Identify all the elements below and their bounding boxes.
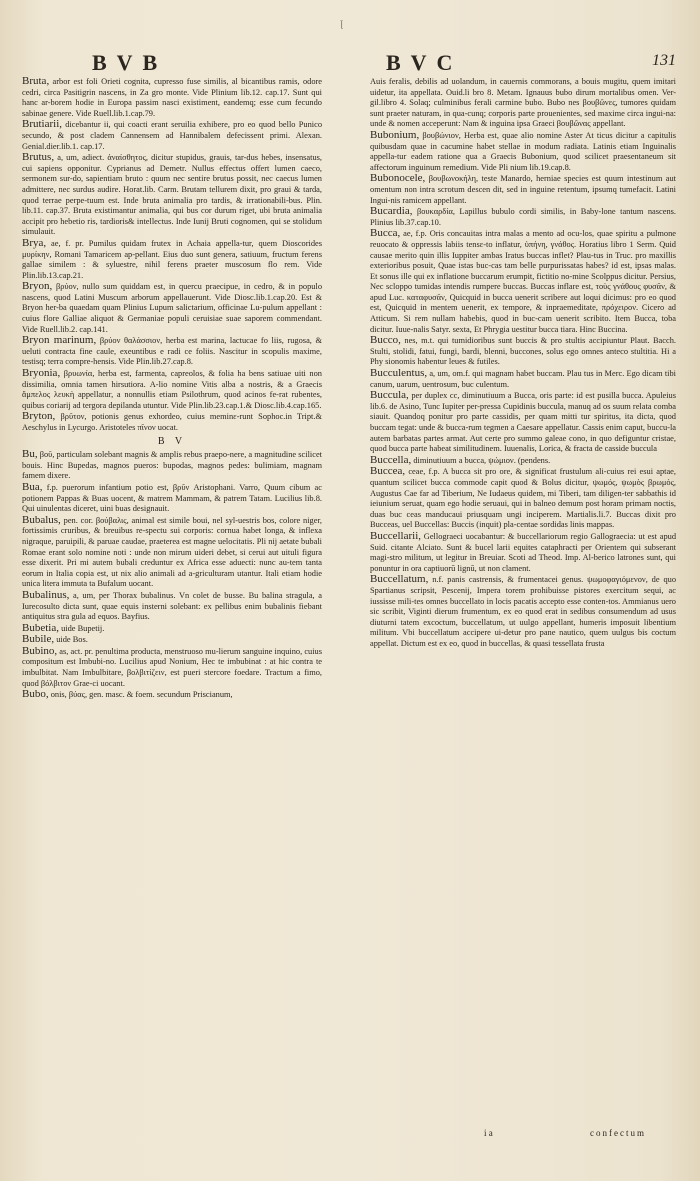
- dictionary-entry: [370, 531, 676, 574]
- entry-text: n.f. panis castrensis, & frumentacei genus. ψωμοφαγιόμενον, de quo Spartianus scripsit, Pescenij, Impera torem prohibuisse pistores exercitum sequi, ac iussisse mili-tes omnes buccellato in locis pacatis accepto esse conten-tos. Ammianus uero sic scribit, Viginti dierum frumentum, ex eo quod erat in sedibus consumendum ad usus diuturni tatem excoctum, buccellatum, ut uulgo appellant, humeris imposuit libentium militum. Vbi buccellatum accipere ui-detur pro pane nautico, quem uulgus bis coctum appellat. Dictum est ex eo, quod in buccellas, & quasi tessellata frusta: [370, 575, 676, 648]
- entry-text: βουβωνοκήλη, teste Manardo, herniae species est quum intestinum aut omentum non intra scrotum descen dit, sed in inguine retentum, ipsumq tumefacit. Latini Ingui-nis ramicem appellant.: [370, 174, 676, 205]
- entry-text: Gellograeci uocabantur: & buccellariorum regio Gallograecia: ut est apud Suid. citante Alciato. Sunt & bucel larii equites cataphracti per Orientem qui subserant magi-stro militum, ut legitur in Breuiar. Scoti ad Theod. Imp. Al-berico latrones sunt, qui ponuntur in ora captiuorū lignū, ut non clament.: [370, 531, 676, 573]
- entry-text: per duplex cc, diminutiuum a Bucca, oris parte: id est pusilla bucca. Apuleius lib.6. de Asino, Tunc Iupiter per-pressa Cupidinis buccula, manuq ad os suum relata comba siauit. Quandoq ponitur pro parte cassidis, per quam mitti tur spiritus, ita dicta, quod buccam tegat: unde & bucca-rum tegmen a Caesare appellatur. Cassis enim caput, buccu-la autem barbatas partes armat. Aut certe pro summo galeae cono, in quo defiguntur cristae, quod bucca parte habeat similitudinem. Iuuenalis, Lorica, & fracta de casside buccula: [370, 391, 676, 454]
- entry-headword: Bu,: [22, 448, 38, 461]
- dictionary-entry: [22, 590, 322, 623]
- entry-headword: Bubino,: [22, 644, 58, 657]
- entry-headword: Brutus,: [22, 151, 55, 164]
- entry-text: a, um, adiect. ἀναίσθητος, dicitur stupidus, grauis, tar-dus hebes, insensatus, cui sapiens opponitur. Cyprianus ad Demetr. Nullus effectus offert lumen caeco, sermonem sur-do, sapientiam bruto : quum nec sentire brutus possit, nec caecus lumen admittere, nec surdus audire. Horat.lib. Carm. Brutam tellurem dixit, pro graui & tarda, quod terrae perpe-tuum est. Inde bruta animalia pro tardis, & irrationabili-bus. Plin. lib.11. cap.37. Bruta existimantur animalia, qui bus cor durum riget, ubi bruta animalia accipit pro hebetio ris, tardioris& intellectus. Inde Iunij Bruti cognomen, qui se stolidum simulauit.: [22, 153, 322, 237]
- dictionary-entry: [370, 390, 676, 455]
- dictionary-entry: [370, 228, 676, 335]
- entry-headword: Buccella,: [370, 453, 412, 466]
- dictionary-entry: [370, 455, 676, 467]
- entry-text: βοῦ, particulam solebant magnis & amplis rebus praepo-nere, a magnitudine scilicet bouis. Hinc Bupedas, magnos pueros: bupodas, magnos pedes: bulimiam, magnam famem dixere.: [22, 450, 322, 481]
- entry-text: a, um, per Thorax bubalinus. Vn colet de busse. Bu balina stragula, a Iurecosulto dicta sunt, quae equis insterni solebant: ex pellibus enim bubalinis fiebant antiquitus stra gula ad equos. Bayfius.: [22, 590, 322, 622]
- entry-text: βρύον θαλάσσιον, herba est marina, lactucae fo liis, rugosa, & ueluti contracta fine caule, exeuntibus e radi ce foliis. Nascitur in scopulis maxime, testisq; terra compre-hensis. Vide Plin.lib.27.cap.8.: [22, 336, 322, 367]
- entry-headword: Buccea,: [370, 465, 406, 478]
- dictionary-entry: [22, 152, 322, 238]
- dictionary-entry: [370, 76, 676, 130]
- dictionary-entry: [370, 466, 676, 531]
- entry-headword: Bubalus,: [22, 513, 61, 526]
- entry-text: pen. cor. βούβαλις, animal est simile boui, nel syl-uestris bos, colore niger, fortissimis cruribus, & breuibus re-spectu sui corporis: cornua habet longa, & inflexa nigraque, paruipili, & paruae caudae, praeterea est magne uelocitatis. Pli nij aetate bubali Romae erant solo nomine noti : unde non mirum uideri debet, si cerui aut uituli figura esse dixerit. Pri mi autem bubali creduntur ex Africa esse aduecti: nunc au-tem tanta eorum in Italia copia est, ut nix alio animali ad a-griculturam utantur. Itali etiam hodie unica litera immuta ta Bufalum uocant.: [22, 515, 322, 589]
- entry-text: onis, βύας, gen. masc. & foem. secundum Priscianum,: [50, 690, 233, 700]
- dictionary-entry: [22, 623, 322, 635]
- entry-headword: Bruta,: [22, 76, 50, 87]
- entry-headword: Bubile,: [22, 633, 55, 646]
- entry-headword: Buccellatum,: [370, 573, 429, 586]
- entry-text: arbor est foli Orieti cognita, cupresso fuse similis, al bicantibus ramis, odore cedri, circa Pasitigrin nascens, in Za gro monte. Vide Plinium lib.12. cap.17. Sunt qui hanc ar-borem hodie in Europa passim nasci existiment, eandemq; esse cum fecundo sabinae genere. Vide Ruell.lib.1.cap.79.: [22, 77, 322, 118]
- entry-text: f.p. puerorum infantium potio est, βρῦν Aristophani. Varro, Quum cibum ac potionem Pappas & Buas uocent, & matrem Mammam, & patrem Tatam. Lucilius lib.8. Qui uinulentas diceret, uini buas designauit.: [22, 482, 322, 514]
- entry-text: βουβώνιον, Herba est, quae alio nomine Aster At ticus dicitur a capitulis quibusdam quae in cacumine habet stellae in modum radiata. Latinis etiam Inguinalis appella-tur eadem ratione qua a Graecis Bubonium, quod scilicet praesentaneum sit affectorum inguinum remedium. Vide Pli nium lib.19.cap.8.: [370, 130, 676, 172]
- entry-text: nes, m.t. qui tumidioribus sunt buccis & pro stultis accipiuntur Plaut. Bacch. Stulti, stolidi, fatui, fungi, bardi, blenni, buccones, solus ego omnes anteco stultitia. Hi a Phy sionomis habentur leues & futiles.: [370, 336, 676, 367]
- left-column: [22, 76, 322, 1138]
- right-column: [370, 76, 676, 1126]
- entry-headword: Bryon,: [22, 280, 53, 293]
- signature-mark: i a: [484, 1128, 493, 1138]
- entry-text: uide Bupetij.: [61, 623, 105, 633]
- entry-headword: Bubo,: [22, 688, 49, 701]
- dictionary-entry: [22, 515, 322, 590]
- dictionary-entry: [22, 281, 322, 335]
- entry-text: βουκαρδία, Lapillus bubulo cordi similis, in Baby-lone tantum nascens. Plinius lib.37.cap.10.: [370, 207, 676, 227]
- entry-headword: Bryonia,: [22, 367, 61, 380]
- entry-headword: Bubonium,: [370, 128, 420, 141]
- entry-text: βρύον, nullo sum quiddam est, in quercu praecipue, in cedro, & in populo nascens, quod Latini Muscum arborum appellauerunt. Vide Diosc.lib.1.cap.20. Est & Bryon her-ba quaedam quam Plinius Lupum salictarium, officinae Lu-pulum appellant : cuius flore Galliae aliquot & Germaniae populi ceruisiae suae saporem commendant. Vide Ruell.lib.2. cap.141.: [22, 282, 322, 334]
- entry-text: as, act. pr. penultima producta, menstruoso mu-lierum sanguine inquino, cuius compositum est Imbubi-no. Lucilius apud Nonium, Hec te imbubinat : at hic contra te imbulbitat. Nam Imbulbitare, βολβιτίζειν, est pueri stercore foedare. Tractum a fimo, quod βόλβιτον Grae-ci uocant.: [22, 646, 322, 688]
- entry-text: ae, f. pr. Pumilus quidam frutex in Achaia appella-tur, quem Dioscorides μυρίκην, Romani Tamaricem ap-pellant. Eius duo sunt genera, satiuum, fructum ferens gallae similem : & syluestre, nihil ferens praeter muscosum flo rem. Vide Plin.lib.13.cap.21.: [22, 238, 322, 280]
- dictionary-entry: [370, 206, 676, 228]
- dictionary-entry: [22, 634, 322, 646]
- page-number: 131: [652, 52, 676, 69]
- entry-text: ae, f.p. Oris concauitas intra malas a mento ad ocu-los, quae spiritu a pulmone reuocato & oppressis labiis tensε-to inflatur, ὑπήνη, γνάθος. Horatius libro 1 Serm. Quid causae merito quin illis Iuppiter ambas Iratus buccas inflet? Plau-tus in Truc. pro maxillis exterioribus posuit, Quae istas buc-cas tam belle purpurissatas habes? id est, ipsas malas. Et sonus ille qui ex inflatione buccarum erumpit, fictitio no-mine Scolppus dicitur. Persius, Nec scloppo tumidas intendis rumpere buccas. Buccas inflare est, τοὺς γνάθους φυσᾶν, & apud Luc. καταφυσᾶν, Quicquid in bucca uenerit scribere aut loqui dicimus: pro eo quod est, Quicquid in mentem uenerit, ex tempore, & inpraemeditate, πρόχειρον. Cicero ad Atticum. Si rem nullam habebis, quod in buc-cam uenerit scribito. Item Bucca, toba dicitur. Iuue-nalis Satyr. sexta, Et Phrygia uestitur bucca tiara. Hinc Buccina.: [370, 229, 676, 334]
- dictionary-entry: [22, 482, 322, 515]
- entry-text: a, um, om.f. qui magnam habet buccam. Plau tus in Merc. Ego dicam tibi canum, uarum, uentrosum, buc culentum.: [370, 369, 676, 389]
- dictionary-entry: [22, 119, 322, 152]
- section-heading: B V: [157, 435, 187, 447]
- entry-text: βρῦτον, potionis genus exhordeo, cuius meminε-runt Sophoc.in Tript.& Aeschylus in Lycurgo. Aristoteles πῖνον uocat.: [22, 412, 322, 432]
- entry-text: dicebantur ii, qui coacti erant seruilia exhibere, pro eo quod bello Punico secundo, & post cladem Cannensem ad Hannibalem defecissent primi. Alexan. Genial.dier.lib.1. cap.17.: [22, 120, 322, 151]
- running-head-left: BVB: [92, 50, 168, 75]
- entry-headword: Buccula,: [370, 389, 409, 402]
- entry-headword: Bubalinus,: [22, 588, 70, 601]
- catchword: confectum: [590, 1128, 646, 1138]
- entry-text: Auis feralis, debilis ad uolandum, in cauernis commorans, a bouis mugitu, quem imitari uidetur, ita appellata. Ouid.li bro 8. Metam. Ignauus bubo dirum mortalibus omen. Ver-gil.libro 4. Solaq; culminibus ferali carmine bubo. Bubo nes βουβῶνες, tumores quidam sunt praeter naturam, in qua-cunq; corporis parte prouenientes, sed maxime circa ingui-na: unde & nomen acceperunt: Nam & inguina ipsa Graeci βουβῶνας appellant.: [370, 77, 676, 129]
- dictionary-entry: [22, 335, 322, 368]
- running-head-right: BVC: [386, 50, 463, 75]
- dictionary-entry: [370, 173, 676, 206]
- entry-headword: Bucca,: [370, 227, 401, 240]
- entry-text: βρυωνία, herba est, farmenta, capreolos, & folia ha bens satiuae uiti non dissimilia, omnia tamen hirsutiora. A-lio nomine Vitis alba a nostris, & a Graecis ἄμπελος λευκὴ appellatur, a nonnullis etiam Psilothrum, quod acinos fe-rat rubentes, quibus coriarij ad tergora depilanda utuntur. Vide Plin.lib.23.cap.1.& Diosc.lib.4.cap.165.: [22, 369, 322, 410]
- entry-headword: Buccellarii,: [370, 529, 422, 542]
- entry-headword: Bryon marinum,: [22, 334, 97, 347]
- dictionary-entry: [22, 238, 322, 281]
- dictionary-entry: [22, 411, 322, 433]
- dictionary-entry: [370, 574, 676, 649]
- entry-headword: Bubonocele,: [370, 172, 426, 185]
- entry-headword: Bucculentus,: [370, 367, 428, 380]
- dictionary-entry: [370, 368, 676, 390]
- entry-headword: Bubetia,: [22, 621, 59, 634]
- entry-headword: Bucardia,: [370, 205, 413, 218]
- dictionary-entry: [22, 689, 322, 701]
- dictionary-entry: [22, 76, 322, 119]
- entry-headword: Bua,: [22, 480, 43, 493]
- dictionary-entry: [22, 646, 322, 689]
- dictionary-entry: [370, 335, 676, 368]
- entry-headword: Brutiarii,: [22, 118, 63, 131]
- entry-text: diminutiuum a bucca, ψώμιον. (pendens.: [413, 455, 551, 465]
- top-mark: ꞁ: [340, 18, 344, 29]
- dictionary-entry: [22, 449, 322, 482]
- entry-headword: Bucco,: [370, 334, 401, 347]
- dictionary-entry: [22, 368, 322, 411]
- entry-text: ceae, f.p. A bucca sit pro ore, & significat frustulum ali-cuius rei esui aptae, quantum scilicet bucca commode capit quod & Bolus dicitur, ψωμός, ψωμὸς βρωμός, Augustus Cae far ad Tiberium, Ne Iudaeus quidem, mi Tiberi, tam diligen-ter sabbathis id ieiunium seruat, quam ego hodie seruaui, qui in balneo demum post horam primam noctis, duas buc ceas manducaui priusquam ungi inciperem. Martialis.li.7. Buccas dixit pro Bucceas, uel Buccellas: Buccis (inquit) pla-centae sordidas linis mappas.: [370, 467, 676, 530]
- entry-headword: Brya,: [22, 236, 47, 249]
- dictionary-entry: [370, 130, 676, 173]
- entry-headword: Bryton,: [22, 410, 56, 423]
- entry-text: uide Bos.: [56, 635, 88, 645]
